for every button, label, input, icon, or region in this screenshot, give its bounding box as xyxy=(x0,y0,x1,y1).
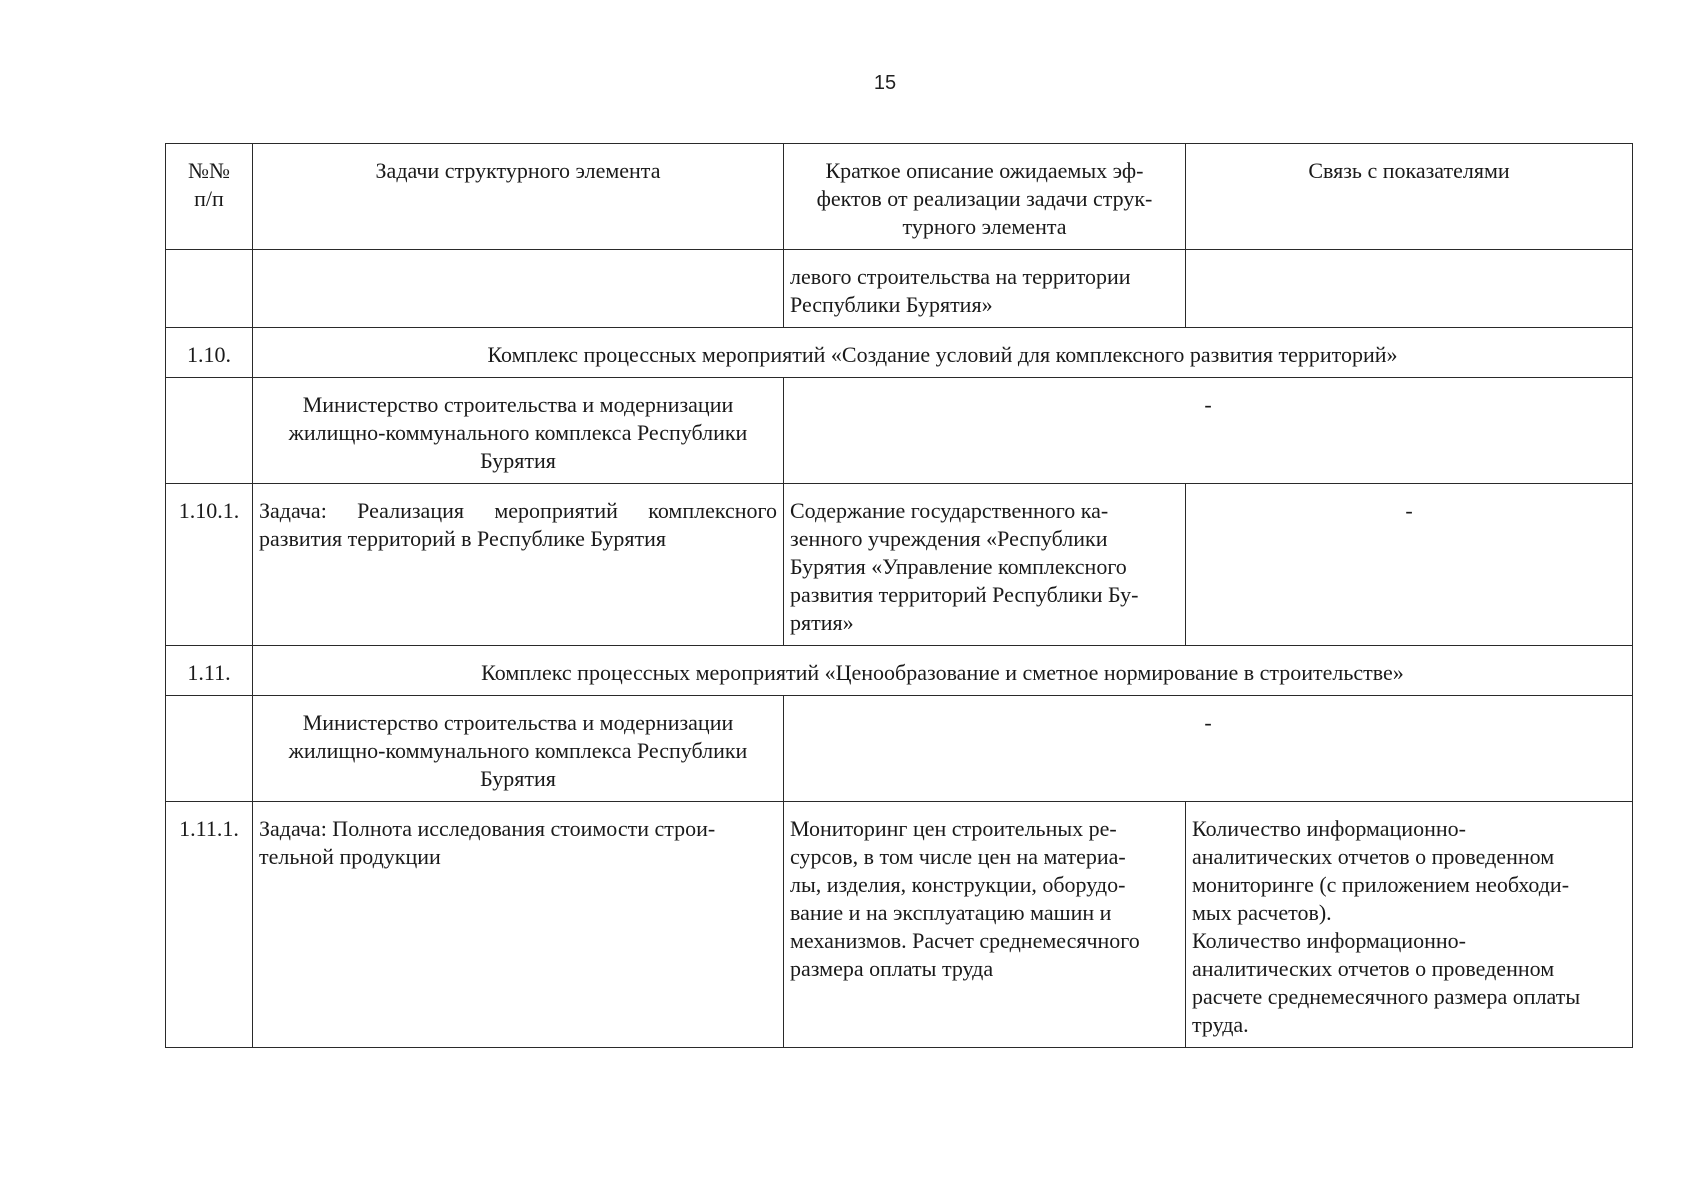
section-title: Комплекс процессных мероприятий «Создание условий для комплексного развития территорий» xyxy=(253,328,1633,378)
table-row xyxy=(166,696,1633,802)
cell-indicators: Количество информационно- аналитических отчетов о проведенном мониторинге (с приложением необходи- мых расчетов). Количество информационно- аналитических отчетов о проведенном расчете среднемесячного размера оплаты труда. xyxy=(1186,802,1633,1048)
cell-indicators: - xyxy=(1186,484,1633,646)
cell-empty xyxy=(166,378,253,484)
table-header-row xyxy=(166,144,1633,250)
cell-empty xyxy=(253,250,784,328)
cell-number: 1.10.1. xyxy=(166,484,253,646)
section-row-1-11 xyxy=(166,646,1633,696)
table-row xyxy=(166,378,1633,484)
cell-empty xyxy=(1186,250,1633,328)
cell-empty xyxy=(166,250,253,328)
cell-task: Задача: Полнота исследования стоимости строи- тельной продукции xyxy=(253,802,784,1048)
cell-responsible-ministry: Министерство строительства и модернизации жилищно-коммунального комплекса Республики Бурятия xyxy=(253,696,784,802)
cell-effects: Содержание государственного ка- зенного учреждения «Республики Бурятия «Управление комплексного развития территорий Республики Бу- рятия» xyxy=(784,484,1186,646)
cell-number: 1.11. xyxy=(166,646,253,696)
table-row xyxy=(166,802,1633,1048)
page-number: 15 xyxy=(873,72,897,94)
header-effects: Краткое описание ожидаемых эф- фектов от реализации задачи струк- турного элемента xyxy=(784,144,1186,250)
cell-number: 1.10. xyxy=(166,328,253,378)
cell-task: Задача: Реализация мероприятий комплексного развития территорий в Республике Бурятия xyxy=(253,484,784,646)
header-indicators: Связь с показателями xyxy=(1186,144,1633,250)
program-table xyxy=(165,143,1633,1048)
cell-responsible-ministry: Министерство строительства и модернизации жилищно-коммунального комплекса Республики Бурятия xyxy=(253,378,784,484)
section-row-1-10 xyxy=(166,328,1633,378)
table-row xyxy=(166,484,1633,646)
section-title: Комплекс процессных мероприятий «Ценообразование и сметное нормирование в строительстве» xyxy=(253,646,1633,696)
cell-number: 1.11.1. xyxy=(166,802,253,1048)
cell-dash: - xyxy=(784,696,1633,802)
table-row xyxy=(166,250,1633,328)
header-tasks: Задачи структурного элемента xyxy=(253,144,784,250)
cell-effects-continued: левого строительства на территории Республики Бурятия» xyxy=(784,250,1186,328)
cell-dash: - xyxy=(784,378,1633,484)
cell-empty xyxy=(166,696,253,802)
header-number: №№ п/п xyxy=(166,144,253,250)
cell-effects: Мониторинг цен строительных ре- сурсов, в том числе цен на материа- лы, изделия, конструкции, оборудо- вание и на эксплуатацию машин и механизмов. Расчет среднемесячного размера оплаты труда xyxy=(784,802,1186,1048)
